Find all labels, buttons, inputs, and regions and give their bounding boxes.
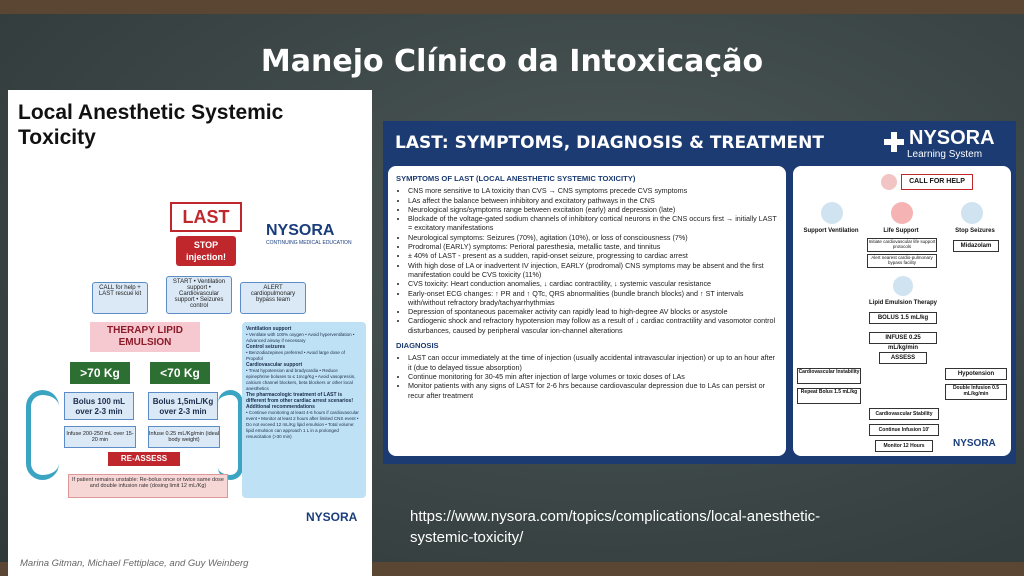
symptom-item: • LAs affect the balance between inhibitory and excitatory pathways in the CNS xyxy=(408,196,778,205)
assess-box: ASSESS xyxy=(879,352,927,364)
call-help-box: CALL for help + LAST rescue kit xyxy=(92,282,148,314)
source-url[interactable] xyxy=(410,506,950,548)
right-poster-header: LAST: SYMPTOMS, DIAGNOSIS & TREATMENT xyxy=(395,133,824,153)
pharm-note: The pharmacologic treatment of LAST is different from other cardiac arrest scenarios! xyxy=(246,392,353,404)
ventilation-icon xyxy=(821,202,843,224)
poster-title: Local Anesthetic Systemic Toxicity xyxy=(18,101,284,149)
symptom-item: • Prodromal (EARLY) symptoms: Perioral paresthesia, metallic taste, and tinnitus xyxy=(408,242,778,251)
symptom-item: • Blockade of the voltage-gated sodium channels of inhibitory cortical neurons in the CNS occurs first → initially LAST = excitatory manifestations xyxy=(408,214,778,233)
symptom-item: • ± 40% of LAST - present as a sudden, rapid-onset seizure, progressing to cardiac arrest xyxy=(408,251,778,260)
cv-heading: Cardiovascular support xyxy=(246,362,303,368)
vent-text: • Ventilate with 100% oxygen • Avoid hyperventilation • Advanced airway if necessary xyxy=(246,332,355,343)
stop-seizures-label: Stop Seizures xyxy=(955,228,995,234)
monitor-box: Monitor 12 Hours xyxy=(875,440,933,452)
symptom-item: • Neurological signs/symptoms range between excitation (early) and depression (late) xyxy=(408,205,778,214)
diagnosis-item: • Monitor patients with any signs of LAST for 2-6 hrs because cardiovascular depression due to LAs can persist or recur after treatment xyxy=(408,381,778,400)
life-support-note: Initiate cardiovascular life support protocols xyxy=(867,238,937,252)
authors: Marina Gitman, Michael Fettiplace, and Guy Weinberg xyxy=(20,558,249,569)
phone-icon xyxy=(881,174,897,190)
board-frame-top xyxy=(0,0,1024,14)
symptom-item: • Early-onset ECG changes: ↑ PR and ↑ QTc, QRS abnormalities (bundle branch blocks) and ↑ ST intervals with/without refractory brady/tachyarrhythmias xyxy=(408,289,778,308)
diagnosis-item: • Continue monitoring for 30-45 min after injection of large volumes or toxic doses of LAs xyxy=(408,372,778,381)
nysora-logo-bottom: NYSORA xyxy=(306,510,358,524)
therapy-lipid-box: THERAPY LIPID EMULSION xyxy=(90,322,200,352)
medical-cross-icon xyxy=(883,131,905,153)
cv-text: • Treat hypotension and bradycardia • Reduce epinephrine boluses to ≤ 1mcg/Kg • Avoid vasopressin, calcium channel blockers, beta blockers or other local anesthetics xyxy=(246,368,356,391)
bypass-alert-note: Alert nearest cardio-pulmonary bypass facility xyxy=(867,254,937,268)
unstable-note: If patient remains unstable: Re-bolus once or twice same dose and double infusion rate (dosing limit 12 mL/Kg) xyxy=(68,474,228,498)
symptoms-panel xyxy=(388,166,786,456)
loop-arrow-right xyxy=(218,390,243,480)
lipid-therapy-label: Lipid Emulsion Therapy xyxy=(868,300,937,306)
cv-instability-box: Cardiovascular Instability xyxy=(797,368,861,384)
treatment-flowchart xyxy=(793,166,1011,456)
bolus-box: BOLUS 1.5 mL/kg xyxy=(869,312,937,324)
symptom-item: • CNS more sensitive to LA toxicity than CVS → CNS symptoms precede CVS symptoms xyxy=(408,186,778,195)
symptom-item: • Cardiogenic shock and refractory hypotension may follow as a result of ↓ cardiac contractility and vasomotor control disturbances, caused by peripheral vascular ion-channel alterations xyxy=(408,316,778,335)
repeat-bolus-box: Repeat Bolus 1.5 mL/kg xyxy=(797,388,861,404)
additional-heading: Additional recommendations xyxy=(246,404,315,410)
symptom-item: • CVS toxicity: Heart conduction anomalies, ↓ cardiac contractility, ↓ systemic vascular resistance xyxy=(408,279,778,288)
weight-under-70: <70 Kg xyxy=(150,362,210,384)
diagnosis-heading: DIAGNOSIS xyxy=(396,341,439,351)
life-support-label: Life Support xyxy=(883,228,919,234)
additional-text: • Continue monitoring at least 4-6 hours if cardiovascular event • Monitor at least 2 hours after limited CNS event • Do not exceed 12 mL/Kg lipid emulsion • Total volume: lipid emulsion can approach 1 L in a prolonged resuscitation (>30 min) xyxy=(246,410,359,439)
recommendations-panel xyxy=(242,322,366,498)
double-infusion-box: Double Infusion 0.5 mL/kg/min xyxy=(945,384,1007,400)
symptom-item: • Depression of spontaneous pacemaker activity can rapidly lead to high-degree AV blocks or asystole xyxy=(408,307,778,316)
diagnosis-item: • LAST can occur immediately at the time of injection (usually accidental intravascular injection) or up to an hour after it (due to delayed tissue absorption) xyxy=(408,353,778,372)
continue-infusion-box: Continue Infusion 10' xyxy=(869,424,939,436)
symptoms-heading: SYMPTOMS OF LAST (LOCAL ANESTHETIC SYSTEMIC TOXICITY) xyxy=(396,174,636,183)
vent-heading: Ventilation support xyxy=(246,326,292,332)
nysora-logo-right: NYSORA xyxy=(909,127,995,149)
loop-arrow-left xyxy=(26,390,59,480)
infuse-under-70: Infuse 0.25 mL/Kg/min (ideal body weight) xyxy=(148,426,220,448)
seizure-text: • Benzodiazepines preferred • Avoid large dose of Propofol xyxy=(246,350,345,361)
alert-box: ALERT cardiopulmonary bypass team xyxy=(240,282,306,314)
last-poster-right xyxy=(383,121,1016,464)
seizure-icon xyxy=(961,202,983,224)
call-for-help-box: CALL FOR HELP xyxy=(901,174,973,190)
infuse-box: INFUSE 0.25 mL/kg/min xyxy=(869,332,937,344)
midazolam-box: Midazolam xyxy=(953,240,999,252)
slide-title: Manejo Clínico da Intoxicação xyxy=(260,44,764,79)
symptom-item: • With high dose of LA or inadvertent IV injection, EARLY (prodromal) CNS symptoms may be absent and the first manifestation could be CVS toxicity (11%) xyxy=(408,261,778,280)
cv-stability-box: Cardiovascular Stability xyxy=(869,408,939,420)
start-box: START • Ventilation support • Cardiovascular support • Seizures control xyxy=(166,276,232,314)
lipid-drop-icon xyxy=(893,276,913,296)
heart-icon xyxy=(891,202,913,224)
symptom-item: • Neurological symptoms: Seizures (70%), agitation (10%), or loss of consciousness (7%) xyxy=(408,233,778,242)
reassess-box: RE-ASSESS xyxy=(108,452,180,466)
url-line-2[interactable]: systemic-toxicity/ xyxy=(410,529,524,546)
stop-injection-box: STOP injection! xyxy=(176,236,236,266)
nysora-logo: NYSORA xyxy=(266,222,335,239)
learning-system-label: Learning System xyxy=(907,149,983,160)
seizure-heading: Control seizures xyxy=(246,344,286,350)
last-box: LAST xyxy=(170,202,242,232)
hypotension-box: Hypotension xyxy=(945,368,1007,380)
support-ventilation-label: Support Ventilation xyxy=(803,228,859,234)
weight-over-70: >70 Kg xyxy=(70,362,130,384)
nysora-logo-sub: CONTINUING MEDICAL EDUCATION xyxy=(266,240,352,246)
url-line-1[interactable]: https://www.nysora.com/topics/complications/local-anesthetic- xyxy=(410,508,821,525)
diagnosis-list xyxy=(396,353,778,399)
bolus-under-70: Bolus 1,5mL/Kg over 2-3 min xyxy=(148,392,218,420)
last-poster-left xyxy=(8,90,372,576)
bolus-over-70: Bolus 100 mL over 2-3 min xyxy=(64,392,134,420)
nysora-logo-flow: NYSORA xyxy=(953,438,996,449)
infuse-over-70: Infuse 200-250 mL over 15-20 min xyxy=(64,426,136,448)
symptoms-list xyxy=(396,186,778,335)
